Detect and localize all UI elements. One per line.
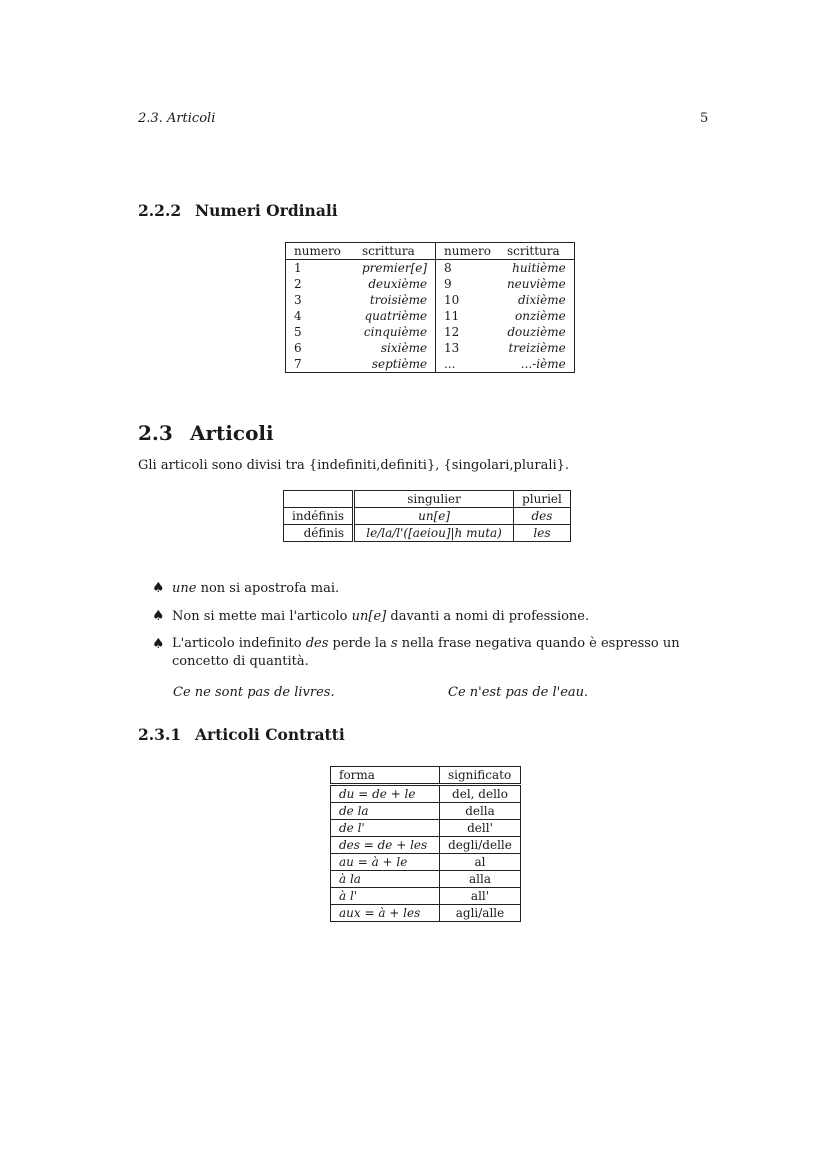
section-heading-articoli [138,421,274,445]
table-cell: septième [354,356,436,373]
spade-icon: ♠ [152,608,165,624]
table-cell: degli/delle [440,837,521,854]
table-cell: 1 [286,260,355,277]
table-cell [284,491,354,508]
bullet-text: L'articolo indefinito [172,636,306,651]
table-row [286,276,575,292]
contracted-articles-table [330,766,521,922]
table-header-row [286,243,575,260]
section-title: Articoli Contratti [195,725,345,744]
table-cell: ... [436,356,499,373]
table-header-cell: numero [286,243,355,260]
table-cell: 2 [286,276,355,292]
table-cell: 11 [436,308,499,324]
table-cell: 6 [286,340,355,356]
table-row [286,356,575,373]
list-item [152,579,339,598]
table-cell: 5 [286,324,355,340]
table-row [286,324,575,340]
table-cell: agli/alle [440,905,521,922]
table-cell: les [514,525,571,542]
table-header-row [331,767,521,785]
section-heading-contratti [138,725,345,744]
table-cell: premier[e] [354,260,436,277]
table-row [284,508,571,525]
table-header-cell: numero [436,243,499,260]
table-header-cell: singulier [354,491,514,508]
table-row [331,888,521,905]
table-cell: de l' [331,820,440,837]
emphasis: une [172,581,197,596]
table-cell: un[e] [354,508,514,525]
page-number: 5 [700,111,709,126]
emphasis: des [305,636,329,651]
table-row [331,871,521,888]
table-row [284,525,571,542]
table-cell: 12 [436,324,499,340]
bullet-text: non si apostrofa mai. [196,581,340,596]
table-cell: al [440,854,521,871]
table-cell: 3 [286,292,355,308]
section-number: 2.3.1 [138,725,182,744]
table-cell: dell' [440,820,521,837]
table-cell: 8 [436,260,499,277]
table-cell: ...-ième [499,356,574,373]
bullet-text: nella frase negativa quando è espresso un concetto di quantità. [172,636,680,669]
table-row [331,803,521,820]
table-cell: 10 [436,292,499,308]
table-cell: all' [440,888,521,905]
table-row [286,308,575,324]
table-cell: cinquième [354,324,436,340]
table-cell: définis [284,525,354,542]
table-cell: 13 [436,340,499,356]
table-cell: della [440,803,521,820]
emphasis: un[e] [351,609,387,624]
table-cell: 9 [436,276,499,292]
table-cell: le/la/l'([aeiou]|h muta) [354,525,514,542]
table-cell: dixième [499,292,574,308]
table-row [331,837,521,854]
bullet-text: davanti a nomi di professione. [386,609,590,624]
table-cell: au = à + le [331,854,440,871]
spade-icon: ♠ [152,580,165,596]
section-heading-ordinali [138,201,338,220]
table-cell: à l' [331,888,440,905]
table-cell: 4 [286,308,355,324]
table-cell: des = de + les [331,837,440,854]
section-number: 2.2.2 [138,201,182,220]
table-cell: de la [331,803,440,820]
table-cell: neuvième [499,276,574,292]
bullet-text: Non si mette mai l'articolo [172,609,352,624]
table-cell: douzième [499,324,574,340]
table-row [331,785,521,803]
table-row [286,292,575,308]
table-row [284,491,571,508]
intro-paragraph: Gli articoli sono divisi tra {indefiniti,definiti}, {singolari,plurali}. [138,458,570,473]
table-header-cell: forma [331,767,440,785]
emphasis: s [390,636,398,651]
bullet-text: perde la [328,636,391,651]
table-cell: alla [440,871,521,888]
ordinal-table [285,242,575,373]
section-title: Numeri Ordinali [195,201,338,220]
table-row [286,340,575,356]
table-row [331,905,521,922]
table-cell: huitième [499,260,574,277]
table-header-cell: scrittura [354,243,436,260]
table-cell: quatrième [354,308,436,324]
table-cell: du = de + le [331,785,440,803]
table-header-cell: scrittura [499,243,574,260]
article-table [283,490,571,542]
table-cell: sixième [354,340,436,356]
running-title: 2.3. Articoli [138,111,216,126]
example-sentence: Ce n'est pas de l'eau. [448,685,589,700]
section-number: 2.3 [138,421,173,445]
spade-icon: ♠ [152,636,165,652]
section-title: Articoli [190,421,274,445]
table-cell: 7 [286,356,355,373]
table-row [331,820,521,837]
table-header-cell: pluriel [514,491,571,508]
table-row [286,260,575,277]
table-cell: troisième [354,292,436,308]
table-cell: des [514,508,571,525]
table-cell: deuxième [354,276,436,292]
table-cell: aux = à + les [331,905,440,922]
table-cell: à la [331,871,440,888]
table-header-cell: significato [440,767,521,785]
table-row [331,854,521,871]
table-cell: onzième [499,308,574,324]
list-item [152,607,589,626]
list-item [152,635,712,671]
example-sentence: Ce ne sont pas de livres. [173,685,335,700]
table-cell: del, dello [440,785,521,803]
table-cell: treizième [499,340,574,356]
table-cell: indéfinis [284,508,354,525]
